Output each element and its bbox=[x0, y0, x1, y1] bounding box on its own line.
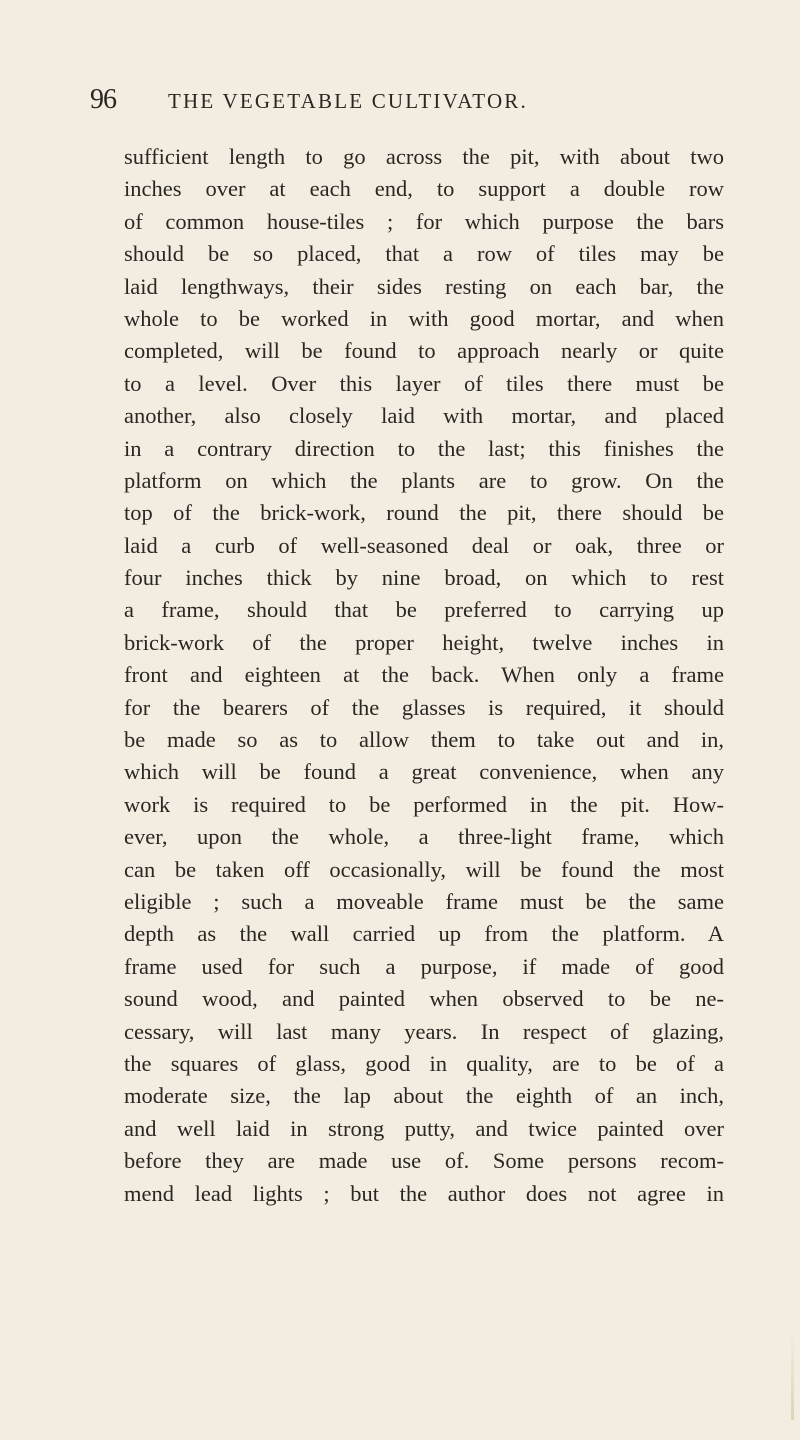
text-line: top of the brick-work, round the pit, there should be bbox=[124, 500, 724, 526]
text-line: should be so placed, that a row of tiles may be bbox=[124, 241, 724, 267]
text-line: cessary, will last many years. In respect of glazing, bbox=[124, 1018, 724, 1044]
text-line: brick-work of the proper height, twelve inches in bbox=[124, 629, 724, 655]
running-head bbox=[90, 84, 710, 124]
text-line: eligible ; such a moveable frame must be the same bbox=[124, 888, 724, 914]
text-line: the squares of glass, good in quality, are to be of a bbox=[124, 1050, 724, 1076]
text-line: four inches thick by nine broad, on which to rest bbox=[124, 565, 724, 591]
text-line: in a contrary direction to the last; this finishes the bbox=[124, 435, 724, 461]
text-line: sound wood, and painted when observed to be ne- bbox=[124, 986, 724, 1012]
text-line: mend lead lights ; but the author does not agree in bbox=[124, 1180, 724, 1206]
text-line: which will be found a great convenience, when any bbox=[124, 759, 724, 785]
text-line: moderate size, the lap about the eighth of an inch, bbox=[124, 1083, 724, 1109]
text-line: platform on which the plants are to grow. On the bbox=[124, 467, 724, 493]
text-line: sufficient length to go across the pit, with about two bbox=[124, 144, 724, 169]
page-edge-stain bbox=[791, 1330, 794, 1420]
text-line: whole to be worked in with good mortar, and when bbox=[124, 305, 724, 331]
text-line: for the bearers of the glasses is required, it should bbox=[124, 694, 724, 720]
text-line: and well laid in strong putty, and twice painted over bbox=[124, 1115, 724, 1141]
text-line: be made so as to allow them to take out and in, bbox=[124, 727, 724, 753]
text-line: of common house-tiles ; for which purpose the bars bbox=[124, 208, 724, 234]
text-line: laid lengthways, their sides resting on each bar, the bbox=[124, 273, 724, 299]
text-line: inches over at each end, to support a double row bbox=[124, 176, 724, 202]
running-title: THE VEGETABLE CULTIVATOR. bbox=[168, 89, 528, 113]
text-line: a frame, should that be preferred to carrying up bbox=[124, 597, 724, 623]
text-line: another, also closely laid with mortar, and placed bbox=[124, 403, 724, 429]
text-line: completed, will be found to approach nearly or quite bbox=[124, 338, 724, 364]
text-line: depth as the wall carried up from the platform. A bbox=[124, 921, 724, 947]
page-number: 96 bbox=[90, 84, 116, 115]
text-line: can be taken off occasionally, will be found the most bbox=[124, 856, 724, 882]
text-line: frame used for such a purpose, if made of good bbox=[124, 953, 724, 979]
text-line: to a level. Over this layer of tiles there must be bbox=[124, 370, 724, 396]
text-line: before they are made use of. Some persons recom- bbox=[124, 1148, 724, 1174]
body-text bbox=[124, 141, 724, 1210]
text-line: front and eighteen at the back. When only a frame bbox=[124, 662, 724, 688]
text-line: laid a curb of well-seasoned deal or oak, three or bbox=[124, 532, 724, 558]
text-line: work is required to be performed in the pit. How- bbox=[124, 791, 724, 817]
text-line: ever, upon the whole, a three-light frame, which bbox=[124, 824, 724, 850]
